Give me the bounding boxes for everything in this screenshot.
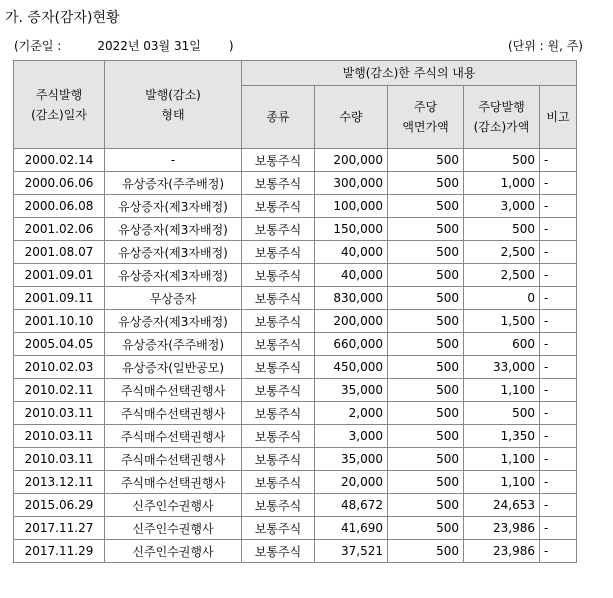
cell-note: - [540, 287, 577, 310]
cell-type: 주식매수선택권행사 [105, 379, 242, 402]
cell-type: 유상증자(제3자배정) [105, 310, 242, 333]
header-issue-date-line1: 주식발행 [35, 87, 83, 102]
cell-date: 2000.06.08 [14, 195, 105, 218]
cell-quantity: 150,000 [315, 218, 388, 241]
cell-issue-price: 600 [464, 333, 540, 356]
cell-date: 2005.04.05 [14, 333, 105, 356]
cell-quantity: 40,000 [315, 264, 388, 287]
cell-issue-price: 500 [464, 402, 540, 425]
cell-type: 주식매수선택권행사 [105, 471, 242, 494]
cell-kind: 보통주식 [242, 310, 315, 333]
cell-kind: 보통주식 [242, 425, 315, 448]
cell-issue-price: 1,000 [464, 172, 540, 195]
cell-kind: 보통주식 [242, 264, 315, 287]
header-issue-date [14, 61, 105, 149]
cell-kind: 보통주식 [242, 402, 315, 425]
basis-date-line [14, 37, 234, 54]
cell-issue-price: 2,500 [464, 241, 540, 264]
cell-date: 2000.06.06 [14, 172, 105, 195]
page-title: 가. 증자(감자)현황 [5, 10, 120, 26]
cell-note: - [540, 471, 577, 494]
cell-type: 신주인수권행사 [105, 494, 242, 517]
header-issue-type [105, 61, 242, 149]
cell-kind: 보통주식 [242, 149, 315, 172]
cell-date: 2010.03.11 [14, 425, 105, 448]
cell-note: - [540, 195, 577, 218]
table-row [14, 287, 577, 310]
cell-date: 2001.08.07 [14, 241, 105, 264]
cell-par-value: 500 [388, 540, 464, 563]
cell-par-value: 500 [388, 172, 464, 195]
cell-issue-price: 3,000 [464, 195, 540, 218]
unit-label: (단위 : 원, 주) [507, 39, 583, 53]
cell-type: 신주인수권행사 [105, 540, 242, 563]
cell-par-value: 500 [388, 264, 464, 287]
cell-kind: 보통주식 [242, 471, 315, 494]
cell-type: 주식매수선택권행사 [105, 402, 242, 425]
cell-par-value: 500 [388, 494, 464, 517]
header-quantity: 수량 [315, 86, 388, 149]
cell-type: 주식매수선택권행사 [105, 425, 242, 448]
cell-kind: 보통주식 [242, 356, 315, 379]
header-par-value [388, 86, 464, 149]
cell-issue-price: 1,100 [464, 448, 540, 471]
cell-issue-price: 24,653 [464, 494, 540, 517]
cell-note: - [540, 540, 577, 563]
cell-note: - [540, 402, 577, 425]
cell-note: - [540, 149, 577, 172]
cell-quantity: 660,000 [315, 333, 388, 356]
basis-label: (기준일 : [14, 39, 62, 53]
table-row [14, 195, 577, 218]
header-issue-price [464, 86, 540, 149]
cell-kind: 보통주식 [242, 241, 315, 264]
cell-date: 2000.02.14 [14, 149, 105, 172]
cell-type: 무상증자 [105, 287, 242, 310]
cell-issue-price: 500 [464, 218, 540, 241]
cell-kind: 보통주식 [242, 218, 315, 241]
cell-quantity: 41,690 [315, 517, 388, 540]
cell-par-value: 500 [388, 149, 464, 172]
cell-date: 2017.11.29 [14, 540, 105, 563]
cell-kind: 보통주식 [242, 494, 315, 517]
basis-close: ) [228, 39, 234, 53]
table-row [14, 425, 577, 448]
cell-issue-price: 33,000 [464, 356, 540, 379]
cell-date: 2010.03.11 [14, 402, 105, 425]
cell-quantity: 3,000 [315, 425, 388, 448]
cell-note: - [540, 241, 577, 264]
cell-date: 2010.03.11 [14, 448, 105, 471]
cell-type: 유상증자(제3자배정) [105, 241, 242, 264]
header-par-value-line1: 주당 [413, 100, 438, 114]
cell-date: 2001.10.10 [14, 310, 105, 333]
cell-quantity: 20,000 [315, 471, 388, 494]
table-row [14, 448, 577, 471]
cell-note: - [540, 172, 577, 195]
cell-quantity: 200,000 [315, 310, 388, 333]
cell-kind: 보통주식 [242, 333, 315, 356]
cell-kind: 보통주식 [242, 540, 315, 563]
cell-par-value: 500 [388, 402, 464, 425]
cell-type: 주식매수선택권행사 [105, 448, 242, 471]
header-issue-price-line2: (감소)가액 [473, 120, 530, 134]
cell-par-value: 500 [388, 218, 464, 241]
cell-type: 유상증자(일반공모) [105, 356, 242, 379]
cell-quantity: 830,000 [315, 287, 388, 310]
cell-type: 신주인수권행사 [105, 517, 242, 540]
cell-date: 2001.09.11 [14, 287, 105, 310]
header-issue-type-line2: 형태 [161, 107, 185, 122]
cell-quantity: 2,000 [315, 402, 388, 425]
cell-note: - [540, 494, 577, 517]
cell-par-value: 500 [388, 195, 464, 218]
cell-quantity: 40,000 [315, 241, 388, 264]
cell-date: 2001.09.01 [14, 264, 105, 287]
cell-quantity: 37,521 [315, 540, 388, 563]
cell-issue-price: 500 [464, 149, 540, 172]
table-row [14, 172, 577, 195]
cell-date: 2010.02.03 [14, 356, 105, 379]
table-row [14, 356, 577, 379]
cell-issue-price: 0 [464, 287, 540, 310]
cell-type: 유상증자(제3자배정) [105, 218, 242, 241]
cell-type: 유상증자(제3자배정) [105, 195, 242, 218]
cell-issue-price: 1,350 [464, 425, 540, 448]
cell-quantity: 35,000 [315, 379, 388, 402]
cell-kind: 보통주식 [242, 517, 315, 540]
table-row [14, 540, 577, 563]
cell-note: - [540, 218, 577, 241]
cell-par-value: 500 [388, 517, 464, 540]
cell-type: 유상증자(주주배정) [105, 172, 242, 195]
cell-par-value: 500 [388, 287, 464, 310]
table-row [14, 241, 577, 264]
table-row [14, 379, 577, 402]
table-row [14, 310, 577, 333]
cell-quantity: 300,000 [315, 172, 388, 195]
cell-par-value: 500 [388, 471, 464, 494]
basis-date: 2022년 03월 31일 [97, 39, 201, 53]
header-par-value-line2: 액면가액 [402, 120, 449, 134]
cell-quantity: 35,000 [315, 448, 388, 471]
cell-issue-price: 23,986 [464, 517, 540, 540]
table-row [14, 264, 577, 287]
cell-par-value: 500 [388, 241, 464, 264]
cell-kind: 보통주식 [242, 448, 315, 471]
cell-note: - [540, 379, 577, 402]
cell-note: - [540, 517, 577, 540]
cell-note: - [540, 425, 577, 448]
cell-kind: 보통주식 [242, 379, 315, 402]
cell-par-value: 500 [388, 310, 464, 333]
cell-par-value: 500 [388, 379, 464, 402]
table-row [14, 402, 577, 425]
cell-note: - [540, 264, 577, 287]
table-row [14, 218, 577, 241]
cell-kind: 보통주식 [242, 195, 315, 218]
cell-issue-price: 1,100 [464, 379, 540, 402]
cell-type: - [105, 149, 242, 172]
cell-quantity: 48,672 [315, 494, 388, 517]
header-issue-type-line1: 발행(감소) [145, 87, 201, 102]
table-row [14, 471, 577, 494]
header-issue-date-line2: (감소)일자 [31, 107, 87, 122]
cell-type: 유상증자(주주배정) [105, 333, 242, 356]
header-note: 비고 [540, 86, 577, 149]
table-row [14, 333, 577, 356]
cell-quantity: 100,000 [315, 195, 388, 218]
header-share-details: 발행(감소)한 주식의 내용 [242, 61, 577, 86]
cell-note: - [540, 356, 577, 379]
cell-date: 2010.02.11 [14, 379, 105, 402]
cell-note: - [540, 310, 577, 333]
cell-quantity: 200,000 [315, 149, 388, 172]
cell-par-value: 500 [388, 425, 464, 448]
cell-issue-price: 1,500 [464, 310, 540, 333]
table-row [14, 494, 577, 517]
cell-par-value: 500 [388, 448, 464, 471]
cell-par-value: 500 [388, 356, 464, 379]
cell-date: 2017.11.27 [14, 517, 105, 540]
cell-quantity: 450,000 [315, 356, 388, 379]
table-row [14, 149, 577, 172]
cell-issue-price: 1,100 [464, 471, 540, 494]
cell-kind: 보통주식 [242, 287, 315, 310]
cell-note: - [540, 448, 577, 471]
capital-change-table [13, 60, 577, 563]
cell-date: 2013.12.11 [14, 471, 105, 494]
cell-kind: 보통주식 [242, 172, 315, 195]
cell-note: - [540, 333, 577, 356]
cell-type: 유상증자(제3자배정) [105, 264, 242, 287]
cell-par-value: 500 [388, 333, 464, 356]
cell-issue-price: 23,986 [464, 540, 540, 563]
header-issue-price-line1: 주당발행 [478, 100, 525, 114]
header-kind: 종류 [242, 86, 315, 149]
cell-date: 2001.02.06 [14, 218, 105, 241]
table-row [14, 517, 577, 540]
cell-issue-price: 2,500 [464, 264, 540, 287]
cell-date: 2015.06.29 [14, 494, 105, 517]
